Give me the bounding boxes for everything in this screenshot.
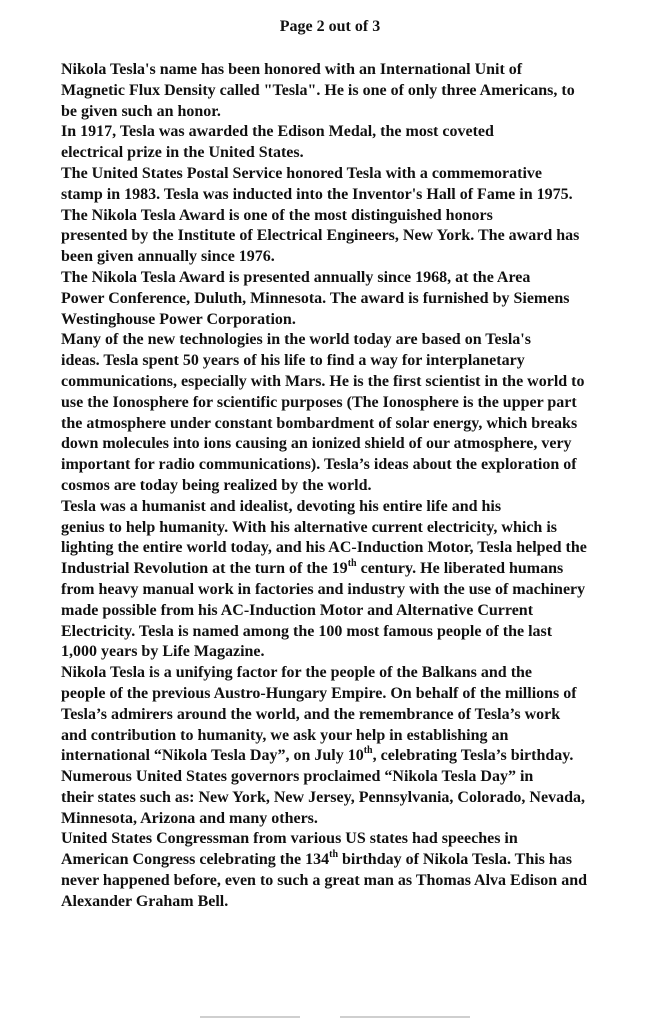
text-line: Westinghouse Power Corporation. (61, 310, 296, 328)
paragraph (12, 60, 656, 122)
text-line: Tesla’s admirers around the world, and the remembrance of Tesla’s work (61, 705, 561, 723)
page-number-header: Page 2 out of 3 (279, 18, 381, 35)
text-line: use the Ionosphere for scientific purposes (The Ionosphere is the upper part (61, 393, 577, 411)
text-line: Magnetic Flux Density called "Tesla". He is one of only three Americans, to (61, 81, 575, 99)
text-line: made possible from his AC-Induction Motor and Alternative Current (61, 601, 534, 619)
text-line: Power Conference, Duluth, Minnesota. The award is furnished by Siemens (61, 289, 570, 307)
text-line: Nikola Tesla's name has been honored with an International Unit of (61, 61, 523, 78)
text-line: Alexander Graham Bell. (61, 892, 229, 910)
paragraph (12, 164, 656, 206)
text-line: The Nikola Tesla Award is presented annually since 1968, at the Area (61, 268, 531, 286)
text-line: 1,000 years by Life Magazine. (61, 643, 265, 661)
text-line: their states such as: New York, New Jersey, Pennsylvania, Colorado, Nevada, (61, 788, 585, 806)
text-line (12, 559, 656, 580)
paragraph (12, 497, 656, 663)
paragraph (12, 206, 656, 268)
text-line: Numerous United States governors proclaimed “Nikola Tesla Day” in (61, 768, 534, 786)
text-segment: international “Nikola Tesla Day”, on July 10 (61, 747, 364, 765)
text-line: never happened before, even to such a great man as Thomas Alva Edison and (61, 872, 587, 890)
text-line: be given such an honor. (61, 102, 221, 120)
text-line: been given annually since 1976. (61, 248, 275, 266)
text-line: presented by the Institute of Electrical Engineers, New York. The award has (61, 227, 580, 245)
text-line: In 1917, Tesla was awarded the Edison Medal, the most coveted (61, 123, 494, 141)
text-line: cosmos are today being realized by the world. (61, 476, 372, 494)
paragraph (12, 829, 656, 912)
text-line: lighting the entire world today, and his AC-Induction Motor, Tesla helped the (61, 539, 587, 557)
text-line: and contribution to humanity, we ask your help in establishing an (61, 726, 509, 744)
text-line (12, 746, 656, 767)
ordinal-suffix: th (329, 848, 339, 860)
text-line (12, 850, 656, 871)
text-segment: century. He liberated humans (356, 560, 564, 578)
text-line: The United States Postal Service honored Tesla with a commemorative (61, 164, 542, 182)
text-line: The Nikola Tesla Award is one of the most distinguished honors (61, 206, 493, 224)
text-line: Nikola Tesla is a unifying factor for the people of the Balkans and the (61, 664, 533, 682)
text-line: communications, especially with Mars. He is the first scientist in the world to (61, 372, 585, 390)
text-line: United States Congressman from various US states had speeches in (61, 830, 518, 848)
text-line: Tesla was a humanist and idealist, devoting his entire life and his (61, 497, 502, 515)
paragraph (12, 122, 656, 164)
text-line: genius to help humanity. With his alternative current electricity, which is (61, 518, 557, 536)
paragraph (12, 330, 656, 496)
text-line: from heavy manual work in factories and industry with the use of machinery (61, 580, 586, 598)
paragraph (12, 663, 656, 767)
paragraph (12, 767, 656, 829)
text-line: the atmosphere under constant bombardment of solar energy, which breaks (61, 414, 578, 432)
text-segment: American Congress celebrating the 134 (61, 851, 330, 869)
text-line: ideas. Tesla spent 50 years of his life to find a way for interplanetary (61, 352, 525, 370)
text-segment: Industrial Revolution at the turn of the 19 (61, 560, 348, 578)
text-line: Minnesota, Arizona and many others. (61, 809, 318, 827)
ordinal-suffix: th (363, 744, 373, 756)
text-line: electrical prize in the United States. (61, 144, 304, 162)
text-line: important for radio communications). Tesla’s ideas about the exploration of (61, 456, 577, 474)
text-segment: birthday of Nikola Tesla. This has (338, 851, 573, 869)
text-line: people of the previous Austro-Hungary Empire. On behalf of the millions of (61, 684, 577, 702)
text-line: Electricity. Tesla is named among the 100 most famous people of the last (61, 622, 553, 640)
text-line: down molecules into ions causing an ionized shield of our atmosphere, very (61, 435, 572, 453)
ordinal-suffix: th (347, 557, 357, 569)
text-line: Many of the new technologies in the world today are based on Tesla's (61, 331, 531, 349)
text-segment: , celebrating Tesla’s birthday. (372, 747, 574, 765)
paragraph (12, 268, 656, 330)
text-line: stamp in 1983. Tesla was inducted into the Inventor's Hall of Fame in 1975. (61, 185, 573, 203)
document-body (12, 60, 656, 913)
